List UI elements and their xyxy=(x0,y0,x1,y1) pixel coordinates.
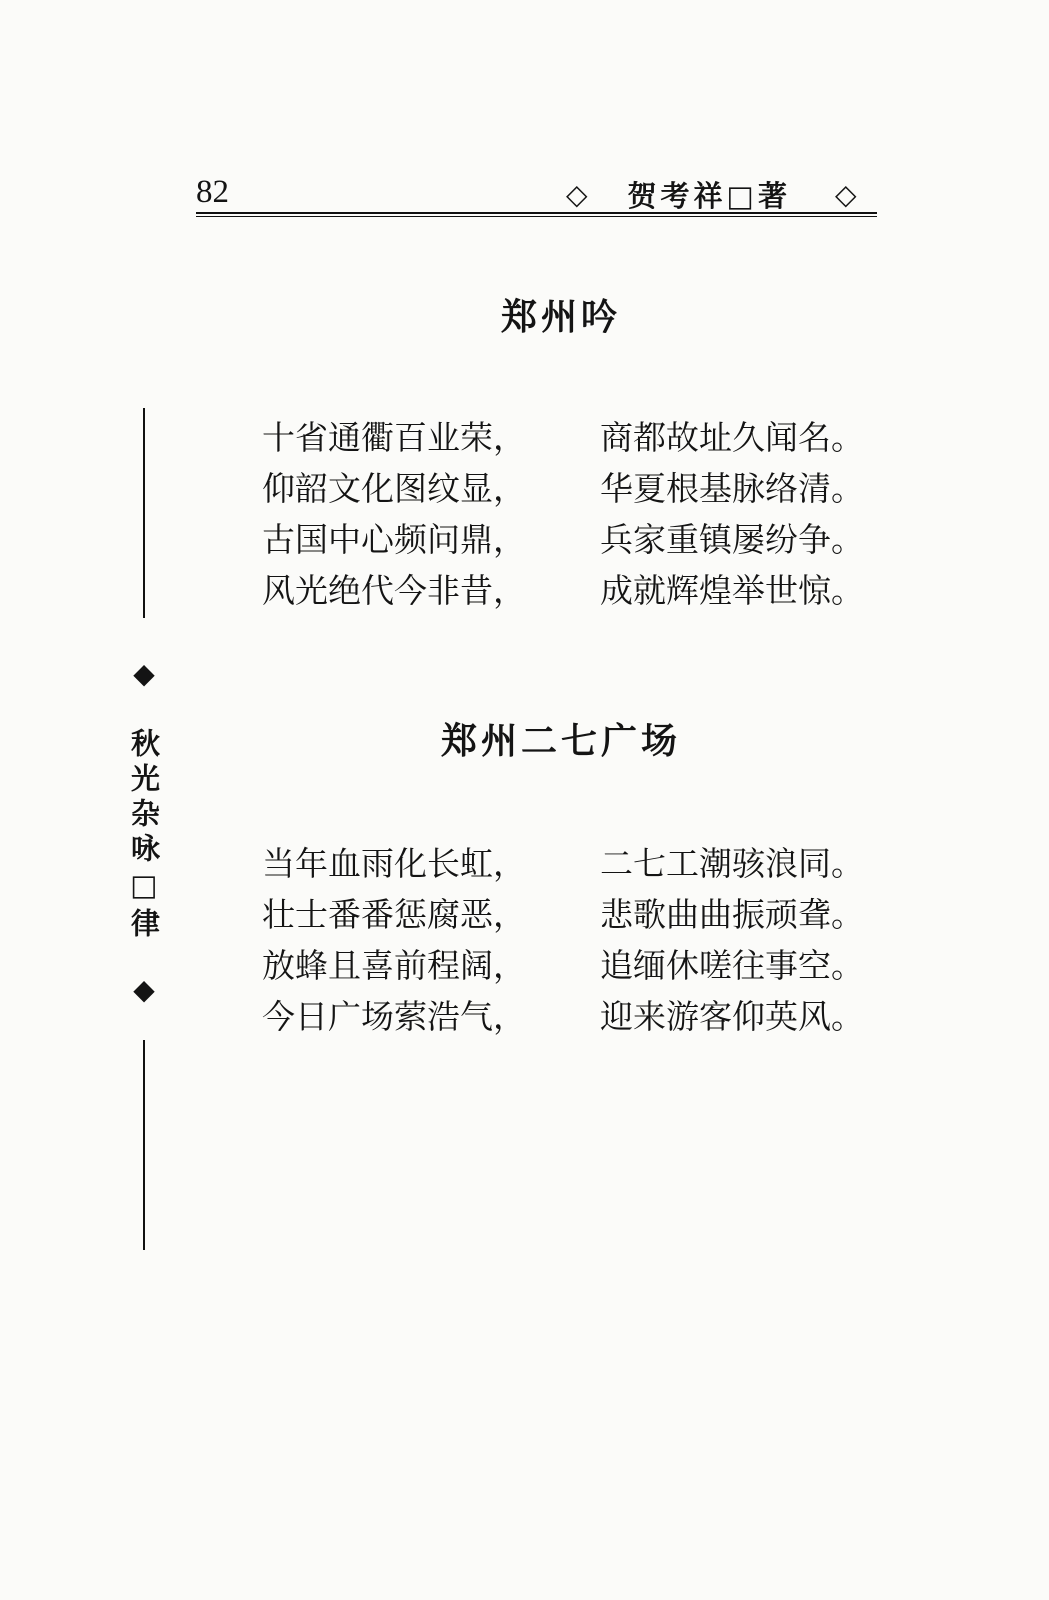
header-rule xyxy=(196,212,877,214)
diamond-filled-icon: ◆ xyxy=(133,657,155,690)
poem-line xyxy=(262,410,902,461)
poem-body xyxy=(262,836,902,1040)
line-second-half: 商都故址久闻名。 xyxy=(600,418,864,457)
poem-line xyxy=(262,989,902,1040)
line-first-half: 仰韶文化图纹显， xyxy=(262,469,526,508)
line-first-half: 今日广场萦浩气， xyxy=(262,997,526,1036)
line-second-half: 追缅休嗟往事空。 xyxy=(600,946,864,985)
running-header xyxy=(566,174,857,214)
section-title-vertical: 秋光杂咏□律 xyxy=(127,728,161,943)
poem-line xyxy=(262,461,902,512)
header-rule-thin xyxy=(196,216,877,217)
side-rule-top xyxy=(143,408,145,618)
line-second-half: 成就辉煌举世惊。 xyxy=(600,571,864,610)
line-first-half: 十省通衢百业荣， xyxy=(262,418,526,457)
line-first-half: 风光绝代今非昔， xyxy=(262,571,526,610)
poem-title: 郑州二七广场 xyxy=(440,721,681,762)
diamond-filled-icon: ◆ xyxy=(133,973,155,1006)
line-second-half: 迎来游客仰英风。 xyxy=(600,997,864,1036)
diamond-outline-icon: ◇ xyxy=(834,177,857,211)
line-second-half: 华夏根基脉络清。 xyxy=(600,469,864,508)
page-number: 82 xyxy=(196,174,229,210)
line-first-half: 当年血雨化长虹， xyxy=(262,844,526,883)
line-first-half: 放蜂且喜前程阔， xyxy=(262,946,526,985)
poem-title: 郑州吟 xyxy=(500,297,621,338)
poem-line xyxy=(262,512,902,563)
poem-body xyxy=(262,410,902,614)
poem-line xyxy=(262,836,902,887)
author-credit: 贺考祥□著 xyxy=(627,178,791,213)
poem-line xyxy=(262,887,902,938)
line-second-half: 二七工潮骇浪同。 xyxy=(600,844,864,883)
line-second-half: 悲歌曲曲振顽聋。 xyxy=(600,895,864,934)
line-first-half: 壮士番番惩腐恶， xyxy=(262,895,526,934)
line-second-half: 兵家重镇屡纷争。 xyxy=(600,520,864,559)
poem-line xyxy=(262,938,902,989)
line-first-half: 古国中心频问鼎， xyxy=(262,520,526,559)
poem-line xyxy=(262,563,902,614)
side-rule-bottom xyxy=(143,1040,145,1250)
diamond-outline-icon: ◇ xyxy=(566,177,588,211)
